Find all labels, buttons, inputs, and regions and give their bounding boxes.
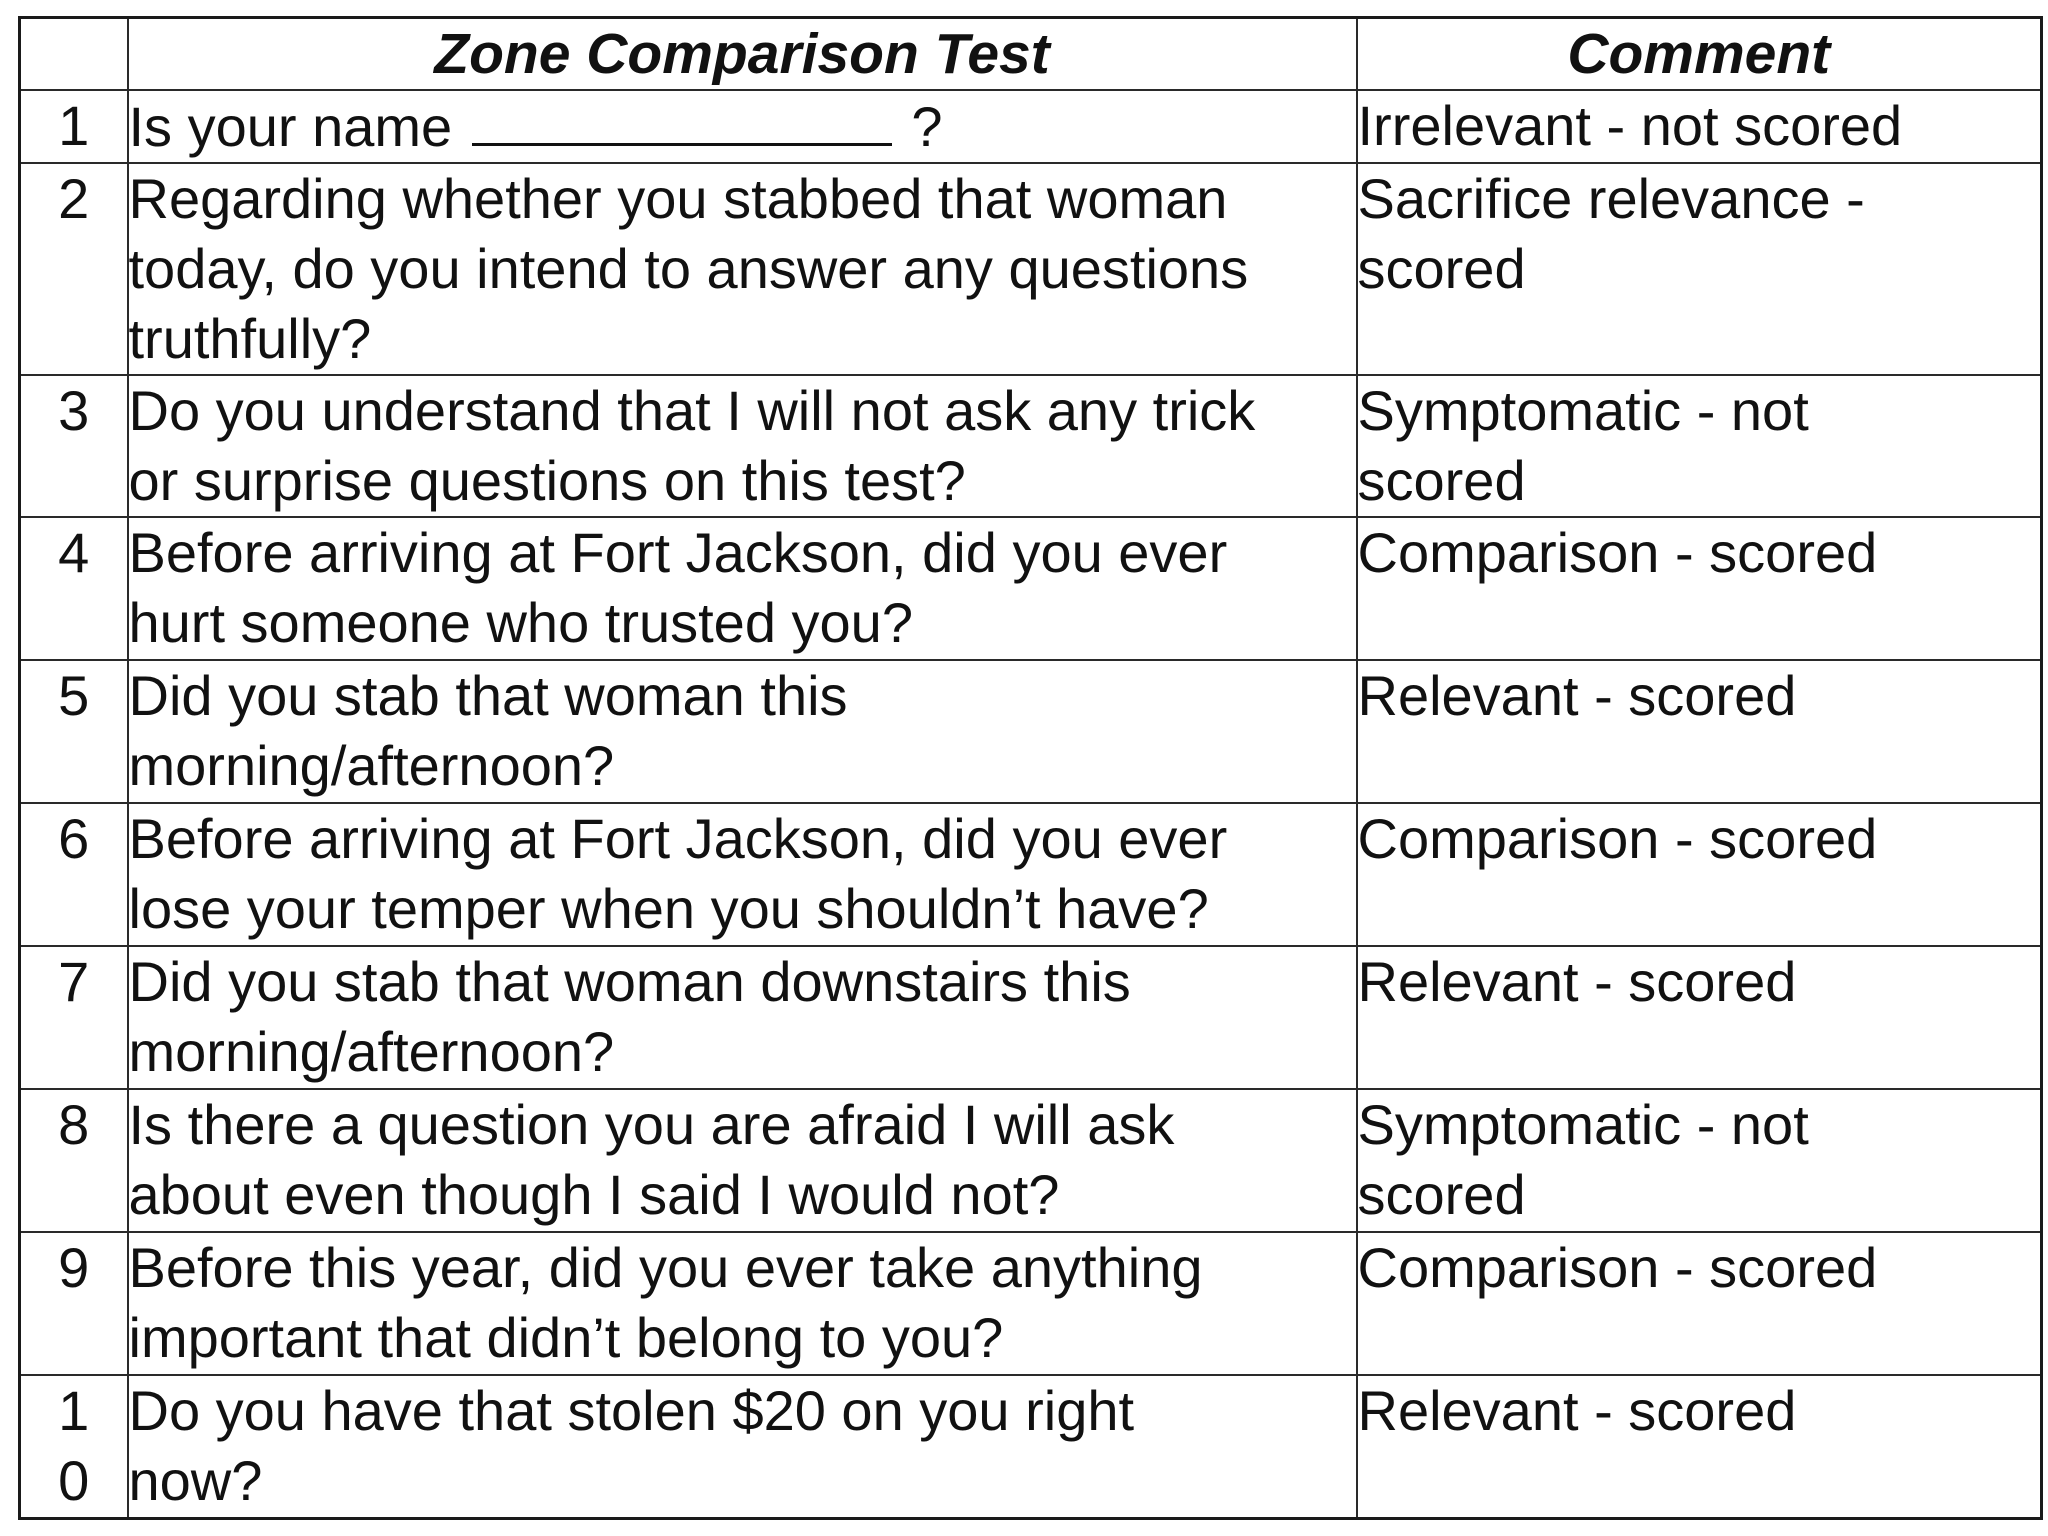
row-number [20,163,128,375]
name-blank-line [472,91,892,146]
comment-cell: Comparison - scored [1357,803,2042,946]
table-row [20,946,2042,1089]
row-number-text: 0 [58,1449,90,1512]
row-number-text: 2 [58,167,90,230]
question-text-end: ? [911,95,943,158]
question-cell: Before this year, did you ever take anything important that didn’t belong to you? [128,1232,1357,1375]
row-number [20,90,128,163]
question-cell: Do you have that stolen $20 on you right now? [128,1375,1357,1518]
row-number [20,517,128,660]
question-cell: Regarding whether you stabbed that woman today, do you intend to answer any questions truthfully? [128,163,1357,375]
row-number-text: 3 [58,379,90,442]
row-number-text: 4 [58,521,90,584]
row-number [20,1232,128,1375]
question-cell: Did you stab that woman downstairs this morning/afternoon? [128,946,1357,1089]
comment-cell: Irrelevant - not scored [1357,90,2042,163]
table-row [20,90,2042,163]
comment-cell: Symptomatic - not scored [1357,1089,2042,1232]
comment-cell: Sacrifice relevance - scored [1357,163,2042,375]
row-number-text: 1 [58,1379,90,1442]
row-number-text: 1 [58,94,90,157]
header-comment: Comment [1357,18,2042,91]
table-header-row [20,18,2042,91]
comment-cell: Comparison - scored [1357,517,2042,660]
row-number [20,375,128,517]
zone-comparison-table [18,16,2043,1520]
row-number-text: 8 [58,1093,90,1156]
table-row [20,1375,2042,1518]
question-text: Is your name [128,95,453,158]
row-number [20,660,128,803]
row-number-text: 9 [58,1236,90,1299]
header-test: Zone Comparison Test [128,18,1357,91]
table-row [20,1232,2042,1375]
row-number [20,1089,128,1232]
comment-cell: Comparison - scored [1357,1232,2042,1375]
table-row [20,517,2042,660]
table-row [20,660,2042,803]
table-row [20,163,2042,375]
row-number-text: 7 [58,950,90,1013]
row-number [20,946,128,1089]
row-number [20,803,128,946]
question-cell: Did you stab that woman this morning/afternoon? [128,660,1357,803]
question-cell: Before arriving at Fort Jackson, did you ever lose your temper when you shouldn’t have? [128,803,1357,946]
question-cell: Before arriving at Fort Jackson, did you ever hurt someone who trusted you? [128,517,1357,660]
table-row [20,375,2042,517]
row-number-text: 5 [58,664,90,727]
question-cell: Is there a question you are afraid I will ask about even though I said I would not? [128,1089,1357,1232]
row-number-text: 6 [58,807,90,870]
comment-cell: Symptomatic - not scored [1357,375,2042,517]
row-number [20,1375,128,1518]
question-cell: Do you understand that I will not ask any trick or surprise questions on this test? [128,375,1357,517]
table-row [20,1089,2042,1232]
comment-cell: Relevant - scored [1357,946,2042,1089]
table-row [20,803,2042,946]
comment-cell: Relevant - scored [1357,660,2042,803]
header-number [20,18,128,91]
comment-cell: Relevant - scored [1357,1375,2042,1518]
question-cell [128,90,1357,163]
